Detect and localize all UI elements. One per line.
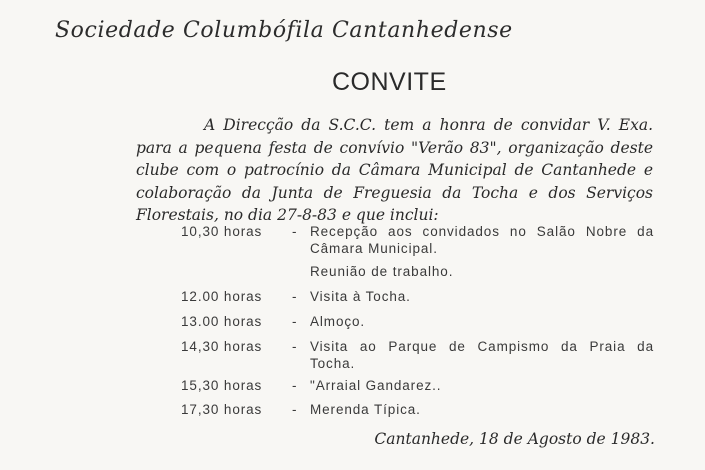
schedule-item [0, 402, 705, 420]
schedule-description: Almoço. [310, 314, 366, 329]
schedule-dash: - [292, 339, 298, 354]
schedule-description: Recepção aos convidados no Salão Nobre da Câmara Municipal. [310, 224, 654, 256]
schedule-time: 14,30 horas [181, 339, 263, 354]
schedule-description: Merenda Típica. [310, 402, 421, 417]
schedule-item [0, 314, 705, 332]
schedule-item [0, 289, 705, 307]
schedule-dash: - [292, 314, 298, 329]
intro-text: A Direcção da S.C.C. tem a honra de convidar V. Exa. para a pequena festa de convívio "Verão 83", organização deste clube com o patrocínio da Câmara Municipal de Cantanhede e colaboração da Junta de Freguesia da Tocha e dos Serviços Florestais, no dia 27-8-83 e que inclui: [136, 116, 653, 224]
schedule-time: 15,30 horas [181, 378, 263, 393]
schedule-dash: - [292, 402, 298, 417]
schedule-description: "Arraial Gandarez.. [310, 378, 442, 393]
intro-paragraph [136, 114, 653, 227]
schedule-dash: - [292, 289, 298, 304]
schedule-time: 12.00 horas [181, 289, 263, 304]
schedule-description: Reunião de trabalho. [310, 264, 454, 279]
schedule-description: Visita à Tocha. [310, 289, 411, 304]
schedule-item [0, 224, 705, 256]
schedule-dash: - [292, 224, 298, 239]
schedule-time: 10,30 horas [181, 224, 263, 239]
society-name-heading: Sociedade Columbófila Cantanhedense [55, 18, 513, 43]
place-and-date: Cantanhede, 18 de Agosto de 1983. [374, 430, 655, 448]
schedule-item [0, 378, 705, 396]
schedule-item [0, 339, 705, 371]
schedule-item [0, 264, 705, 282]
schedule-description: Visita ao Parque de Campismo da Praia da Tocha. [310, 339, 654, 371]
invitation-title: CONVITE [332, 68, 447, 96]
schedule-time: 13.00 horas [181, 314, 263, 329]
schedule-dash: - [292, 378, 298, 393]
schedule-time: 17,30 horas [181, 402, 263, 417]
